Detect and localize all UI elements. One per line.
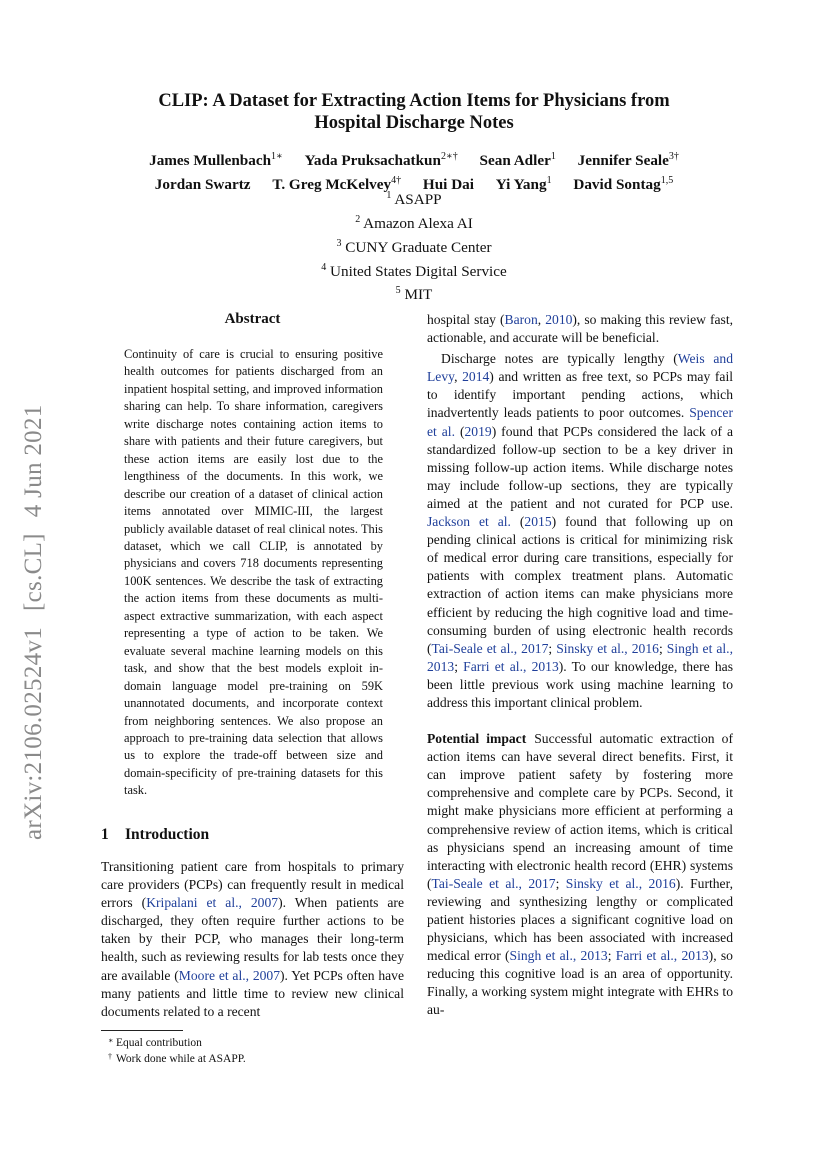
section-number: 1 (101, 826, 109, 843)
footnote-divider (101, 1030, 183, 1031)
author-name: Sean Adler (479, 152, 551, 170)
footnote (108, 1051, 246, 1068)
citation-link[interactable]: Jackson et al. (427, 514, 511, 530)
author (578, 147, 679, 171)
affiliation-name: MIT (404, 286, 433, 304)
right-column (427, 311, 733, 1020)
affiliation-name: United States Digital Service (330, 262, 507, 280)
citation-link[interactable]: 2019 (464, 423, 492, 439)
author-affil-mark: 2∗† (440, 151, 458, 162)
author-affil-mark: 4† (391, 175, 402, 187)
author-affil-mark: 3† (668, 151, 679, 162)
text-run: ( (510, 514, 525, 530)
text-run: hospital stay ( (427, 312, 505, 327)
text-run: , (537, 312, 546, 327)
text-run: ), so reducing this cognitive load is an area of opportunity. Finally, a working system might integrate with EHRs to au- (427, 948, 733, 1018)
text-run: ; (548, 640, 557, 656)
footnote-mark: ∗ (108, 1036, 114, 1045)
author-name: David Sontag (573, 176, 661, 194)
section-heading-introduction (101, 826, 209, 844)
citation-link[interactable]: 2014 (462, 369, 490, 385)
author-name: Yi Yang (495, 176, 547, 194)
affiliation-name: CUNY Graduate Center (345, 238, 492, 256)
arxiv-identifier-stamp (20, 404, 48, 840)
citation-link[interactable]: Weis and Levy (427, 351, 733, 385)
footnote-text: Work done while at ASAPP. (116, 1052, 246, 1065)
text-run: ). Further, reviewing and synthesizing lengthy or complicated patient histories places a significant cognitive load on physicians, which has been associated with increased medical error ( (427, 875, 733, 964)
author-name: T. Greg McKelvey (272, 176, 392, 194)
author-affil-mark: 1 (546, 175, 552, 187)
paper-title (96, 90, 732, 134)
text-run: ; (607, 948, 616, 964)
text-run: ) found that PCPs considered the lack of a standardized follow-up section to be a key driver in missing follow-up action items. While discharge notes may include follow-up sections, they are typically aimed at the patient and not curated for PCP use. (427, 423, 734, 511)
affiliation (96, 186, 732, 210)
paragraph (101, 858, 404, 1021)
text-run: ). When patients are discharged, they often require further actions to be taken by their PCP, who manages their long-term health, such as reviewing results for lab tests once they are available ( (101, 895, 404, 983)
affiliation-name: ASAPP (394, 191, 442, 209)
citation-link[interactable]: Singh et al., 2013 (509, 948, 608, 964)
footnotes (108, 1036, 246, 1067)
affiliation-mark: 1 (386, 190, 392, 201)
text-run: Transitioning patient care from hospitals to primary care providers (PCPs) can frequently result in medical errors ( (101, 859, 404, 911)
affiliation-mark: 3 (336, 237, 342, 249)
author (149, 147, 283, 171)
affiliation (96, 210, 732, 234)
paragraph (427, 311, 733, 347)
text-run: ) found that following up on pending clinical actions is critical for minimizing risk of medical error during care transitions, especially for patients with complex treatment plans. Automatic extraction of action items can make physicians more efficient by reducing the high cognitive load and time-consuming burden of using electronic health records ( (427, 514, 733, 656)
affiliation-mark: 5 (395, 285, 401, 297)
title-line-2: Hospital Discharge Notes (314, 113, 514, 133)
text-run: ). Yet PCPs often have many patients and little time to review new clinical documents related to a recent (101, 967, 404, 1019)
text-run: ). To our knowledge, there has been little previous work using machine learning to address this important clinical problem. (427, 658, 733, 710)
citation-link[interactable]: Moore et al., 2007 (178, 967, 281, 983)
text-run: ; (658, 640, 667, 656)
citation-link[interactable]: Farri et al., 2013 (463, 658, 559, 674)
title-line-1: CLIP: A Dataset for Extracting Action Items for Physicians from (158, 91, 670, 111)
citation-link[interactable]: Kripalani et al., 2007 (146, 895, 279, 911)
citation-link[interactable]: Tai-Seale et al., 2017 (431, 875, 556, 891)
citation-link[interactable]: 2015 (524, 514, 552, 530)
affiliation-mark: 4 (321, 261, 327, 273)
author-name: James Mullenbach (149, 152, 272, 170)
author (480, 147, 556, 171)
paragraph-potential-impact (427, 730, 733, 1020)
affiliation-name: Amazon Alexa AI (363, 214, 473, 232)
citation-link[interactable]: Singh et al., 2013 (427, 640, 733, 674)
text-run: ), so making this review fast, actionable, and accurate will be beneficial. (427, 312, 734, 346)
paragraph-body (427, 731, 733, 1017)
footnote-mark: † (108, 1051, 112, 1061)
footnote (108, 1036, 246, 1052)
text-run: ( (455, 423, 465, 439)
paragraph (427, 350, 733, 712)
author-name: Hui Dai (422, 176, 474, 194)
arxiv-id: arXiv:2106.02524v1 (20, 626, 47, 840)
affiliation (96, 258, 732, 282)
author-affil-mark: 1∗ (271, 151, 283, 162)
citation-link[interactable]: Sinsky et al., 2016 (556, 640, 659, 656)
text-run: ; (555, 875, 566, 891)
affiliation-mark: 2 (355, 213, 361, 225)
affiliation (96, 234, 732, 258)
intro-paragraph (101, 858, 404, 1021)
footnote-text: Equal contribution (116, 1037, 202, 1049)
citation-link[interactable]: Sinsky et al., 2016 (565, 875, 676, 891)
abstract-body: Continuity of care is crucial to ensuring positive health outcomes for patients discharged from an inpatient hospital setting, and improved information sharing can help. To share information, caregivers write discharge notes containing action items to share with patients and their future caregivers, but these action items are easily lost due to the lengthiness of the documents. In this work, we describe our creation of a dataset of clinical action items annotated over MIMIC-III, the largest publicly available dataset of real clinical notes. This dataset, which we call CLIP, is annotated by physicians and covers 718 documents representing 100K sentences. We describe the task of extracting the action items from these documents as multi-aspect extractive summarization, with each aspect representing a type of action to be taken. We evaluate several machine learning models on this task, and show that the best models exploit in-domain language model pre-training on 59K unannotated documents, and incorporate context from neighboring sentences. We also propose an approach to pre-training data selection that allows us to explore the trade-off between size and domain-specificity of pre-training datasets for this task. (124, 347, 383, 798)
author-name: Yada Pruksachatkun (304, 152, 441, 170)
citation-link[interactable]: Spencer et al. (427, 405, 733, 439)
paragraph-heading: Potential impact (427, 731, 527, 747)
affiliation (96, 281, 732, 305)
abstract-heading: Abstract (224, 311, 281, 327)
citation-link[interactable]: Baron (504, 312, 538, 327)
section-title: Introduction (125, 826, 210, 843)
author (305, 147, 458, 171)
text-run: , (454, 369, 463, 385)
text-run: Successful automatic extraction of action items can have several direct benefits. First, it can improve patient safety by fostering more comprehensive and complete care by PCPs. Second, it might make physicians more efficient at performing a comprehensive review of action items, which is critical as physicians spend an increasing amount of time interacting with electronic health record (EHR) systems ( (427, 731, 733, 891)
citation-link[interactable]: Tai-Seale et al., 2017 (431, 640, 549, 656)
author-affil-mark: 1 (550, 151, 556, 162)
affiliation-list (96, 186, 732, 305)
author-affil-mark: 1,5 (660, 175, 674, 187)
text-run: Discharge notes are typically lengthy ( (441, 351, 678, 367)
citation-link[interactable]: 2010 (545, 312, 573, 327)
arxiv-category: [cs.CL] (20, 533, 47, 611)
arxiv-date: 4 Jun 2021 (20, 404, 47, 518)
citation-link[interactable]: Farri et al., 2013 (615, 948, 709, 964)
author-row-1 (96, 147, 732, 171)
text-run: ) and written as free text, so PCPs may fail to identify important pending actions, which inadvertently leads patients to poor outcomes. (427, 369, 734, 421)
text-run: ; (454, 658, 464, 674)
author-name: Jennifer Seale (577, 152, 669, 170)
author-name: Jordan Swartz (154, 176, 251, 194)
